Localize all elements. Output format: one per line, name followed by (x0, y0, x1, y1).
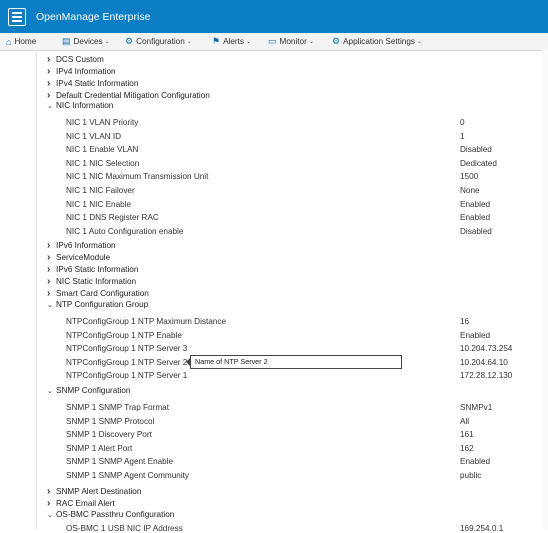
section-label: NIC Information (56, 101, 114, 110)
nav-application-settings[interactable] (332, 36, 422, 47)
nav-label: Configuration (136, 37, 185, 46)
attribute-value: None (460, 186, 480, 195)
section-ipv6-static-information[interactable] (47, 264, 138, 275)
section-label: NIC Static Information (56, 277, 137, 286)
attribute-name: NTPConfigGroup 1 NTP Server 2 (66, 357, 188, 367)
app-logo-icon (8, 8, 26, 26)
chevron-down-icon: ⌄ (186, 39, 192, 45)
attribute-name: NIC 1 NIC Maximum Transmission Unit (66, 172, 209, 182)
section-label: NTP Configuration Group (56, 300, 149, 309)
chevron-down-icon: ⌄ (417, 39, 423, 45)
chevron-right-icon: › (47, 486, 51, 497)
chevron-right-icon: › (47, 54, 51, 65)
attribute-value: 16 (460, 317, 470, 326)
nav-home[interactable] (6, 37, 36, 47)
attribute-name: NIC 1 VLAN ID (66, 131, 122, 141)
attribute-name: OS-BMC 1 USB NIC IP Address (66, 524, 183, 533)
section-label: OS-BMC Passthru Configuration (56, 510, 175, 519)
section-label: IPv6 Information (56, 241, 116, 250)
section-label: ServiceModule (56, 253, 111, 262)
attribute-value: 161 (460, 430, 474, 440)
attribute-name: SNMP 1 Alert Port (66, 443, 133, 453)
nav-alerts[interactable] (212, 36, 251, 47)
attribute-name: NIC 1 NIC Failover (66, 186, 135, 195)
attribute-value: 1500 (460, 172, 479, 182)
nav-label: Monitor (279, 37, 307, 46)
attribute-name: NIC 1 DNS Register RAC (66, 213, 159, 223)
nav-label: Devices (73, 37, 103, 46)
chevron-right-icon: › (47, 252, 51, 263)
attribute-value: Dedicated (460, 158, 497, 168)
section-snmp-configuration[interactable] (47, 386, 130, 395)
chevron-right-icon: › (47, 264, 51, 275)
attribute-tree (36, 50, 541, 533)
section-smart-card-configuration[interactable] (47, 288, 149, 299)
section-snmp-alert-destination[interactable] (47, 486, 141, 497)
attribute-name: SNMP 1 Discovery Port (66, 430, 152, 440)
application-settings-icon: ⚙ (332, 36, 341, 46)
section-label: IPv4 Static Information (56, 79, 139, 88)
attribute-value: SNMPv1 (460, 403, 493, 412)
chevron-right-icon: › (47, 288, 51, 299)
section-default-credential-mitigation-configuration[interactable] (47, 90, 210, 101)
chevron-right-icon: › (47, 90, 51, 101)
chevron-down-icon: ⌄ (308, 39, 314, 45)
section-ipv4-information[interactable] (47, 66, 116, 77)
nav-devices[interactable] (62, 36, 110, 47)
chevron-right-icon: › (47, 498, 51, 509)
alerts-icon: ⚑ (212, 36, 221, 46)
attribute-name: NIC 1 Enable VLAN (66, 145, 139, 155)
nav-configuration[interactable] (125, 36, 192, 47)
app-header (0, 0, 548, 33)
section-label: SNMP Alert Destination (56, 487, 142, 496)
section-label: IPv4 Information (56, 67, 116, 76)
section-nic-static-information[interactable] (47, 276, 136, 287)
attribute-value: 172.28.12.130 (460, 371, 513, 381)
home-icon: ⌂ (6, 36, 12, 47)
attribute-name: NIC 1 NIC Selection (66, 158, 140, 168)
section-ntp-configuration-group[interactable] (47, 300, 148, 309)
attribute-value: Disabled (460, 226, 492, 236)
section-label: IPv6 Static Information (56, 265, 139, 274)
attribute-name: NTPConfigGroup 1 NTP Enable (66, 330, 182, 340)
chevron-right-icon: › (47, 240, 51, 251)
chevron-down-icon: ⌄ (47, 387, 53, 395)
attribute-name: NTPConfigGroup 1 NTP Maximum Distance (66, 317, 227, 326)
attribute-value: Enabled (460, 330, 491, 340)
attribute-name: NIC 1 Auto Configuration enable (66, 226, 184, 236)
tooltip: Name of NTP Server 2 (190, 355, 402, 369)
attribute-name: SNMP 1 SNMP Protocol (66, 416, 155, 426)
attribute-value: All (460, 416, 470, 426)
chevron-down-icon: ⌄ (47, 102, 53, 110)
section-label: RAC Email Alert (56, 499, 115, 508)
attribute-value: 162 (460, 443, 474, 453)
attribute-value: Enabled (460, 213, 491, 223)
section-label: Default Credential Mitigation Configuration (56, 91, 210, 100)
attribute-name: SNMP 1 SNMP Trap Format (66, 403, 169, 412)
attribute-value: Enabled (460, 457, 491, 467)
nav-label: Alerts (223, 37, 245, 46)
attribute-name: NTPConfigGroup 1 NTP Server 1 (66, 371, 188, 381)
section-ipv4-static-information[interactable] (47, 78, 138, 89)
nav-label: Home (14, 37, 37, 46)
section-servicemodule[interactable] (47, 252, 110, 263)
chevron-right-icon: › (47, 78, 51, 89)
attribute-name: SNMP 1 SNMP Agent Enable (66, 457, 174, 467)
attribute-name: SNMP 1 SNMP Agent Community (66, 471, 190, 480)
section-label: SNMP Configuration (56, 386, 131, 395)
section-dcs-custom[interactable] (47, 54, 104, 65)
chevron-down-icon: ⌄ (246, 39, 252, 45)
monitor-icon: ▭ (268, 36, 277, 46)
app-title: OpenManage Enterprise (36, 10, 151, 23)
attribute-value: 10.204.64.10 (460, 357, 508, 367)
attribute-value: 1 (460, 131, 465, 141)
section-label: DCS Custom (56, 55, 104, 64)
scrollbar[interactable] (542, 50, 548, 529)
chevron-down-icon: ⌄ (47, 301, 53, 309)
nav-label: Application Settings (343, 37, 415, 46)
attribute-name: NIC 1 VLAN Priority (66, 118, 139, 127)
attribute-value: Disabled (460, 145, 492, 155)
attribute-value: 169.254.0.1 (460, 524, 504, 533)
nav-monitor[interactable] (268, 36, 314, 47)
section-ipv6-information[interactable] (47, 240, 116, 251)
section-rac-email-alert[interactable] (47, 498, 115, 509)
main-navigation (0, 33, 548, 51)
attribute-name: NTPConfigGroup 1 NTP Server 3 (66, 344, 188, 354)
chevron-right-icon: › (47, 66, 51, 77)
section-nic-information[interactable] (47, 101, 113, 110)
attribute-value: 10.204.73.254 (460, 344, 513, 354)
section-os-bmc-passthru-configuration[interactable] (47, 510, 174, 519)
chevron-down-icon: ⌄ (104, 39, 110, 45)
attribute-value: 0 (460, 118, 465, 127)
chevron-right-icon: › (47, 276, 51, 287)
devices-icon: ▤ (62, 36, 71, 46)
attribute-name: NIC 1 NIC Enable (66, 199, 132, 209)
configuration-icon: ⚙ (125, 36, 134, 46)
chevron-down-icon: ⌄ (47, 511, 53, 519)
section-label: Smart Card Configuration (56, 289, 149, 298)
attribute-value: public (460, 471, 482, 480)
attribute-value: Enabled (460, 199, 491, 209)
